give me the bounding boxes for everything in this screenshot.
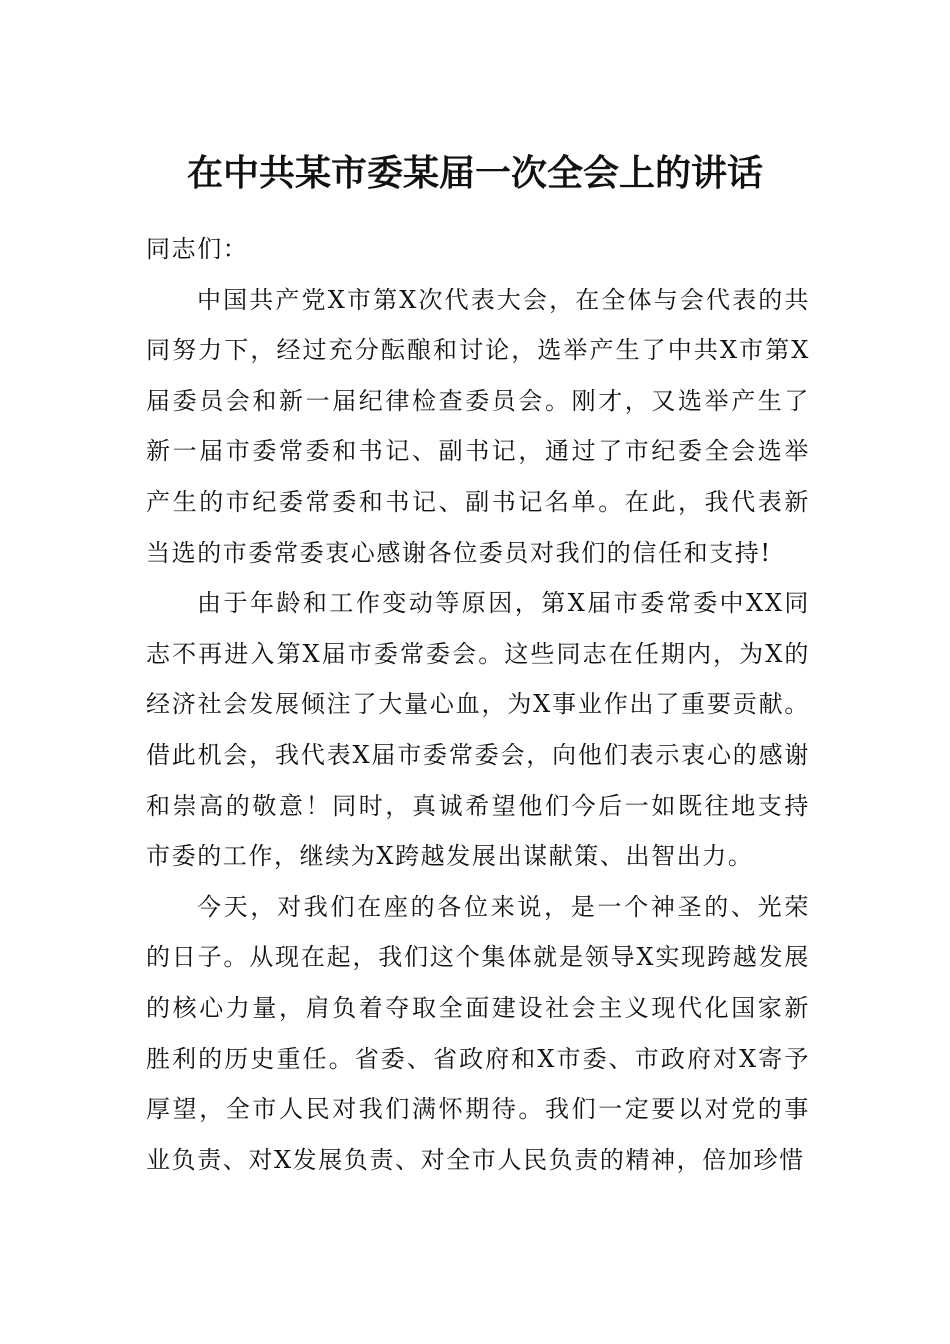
paragraph-3: 今天，对我们在座的各位来说，是一个神圣的、光荣的日子。从现在起，我们这个集体就是领导X实现跨越发展的核心力量，肩负着夺取全面建设社会主义现代化国家新胜利的历史重任。省委、省政府和X市委、市政府对X寄予厚望，全市人民对我们满怀期待。我们一定要以对党的事业负责、对X发展负责、对全市人民负责的精神，倍加珍惜 [146, 892, 810, 1174]
paragraph-1: 中国共产党X市第X次代表大会，在全体与会代表的共同努力下，经过充分酝酿和讨论，选举产生了中共X市第X届委员会和新一届纪律检查委员会。刚才，又选举产生了新一届市委常委和书记、副书记，通过了市纪委全会选举产生的市纪委常委和书记、副书记名单。在此，我代表新当选的市委常委衷心感谢各位委员对我们的信任和支持! [146, 285, 810, 567]
paragraph-2: 由于年龄和工作变动等原因，第X届市委常委中XX同志不再进入第X届市委常委会。这些同志在任期内，为X的经济社会发展倾注了大量心血，为X事业作出了重要贡献。借此机会，我代表X届市委常委会，向他们表示衷心的感谢和崇高的敬意！同时，真诚希望他们今后一如既往地支持市委的工作，继续为X跨越发展出谋献策、出智出力。 [146, 589, 810, 871]
document-title: 在中共某市委某届一次全会上的讲话 [186, 153, 763, 194]
document-body [146, 224, 810, 1185]
salutation: 同志们： [146, 235, 249, 263]
